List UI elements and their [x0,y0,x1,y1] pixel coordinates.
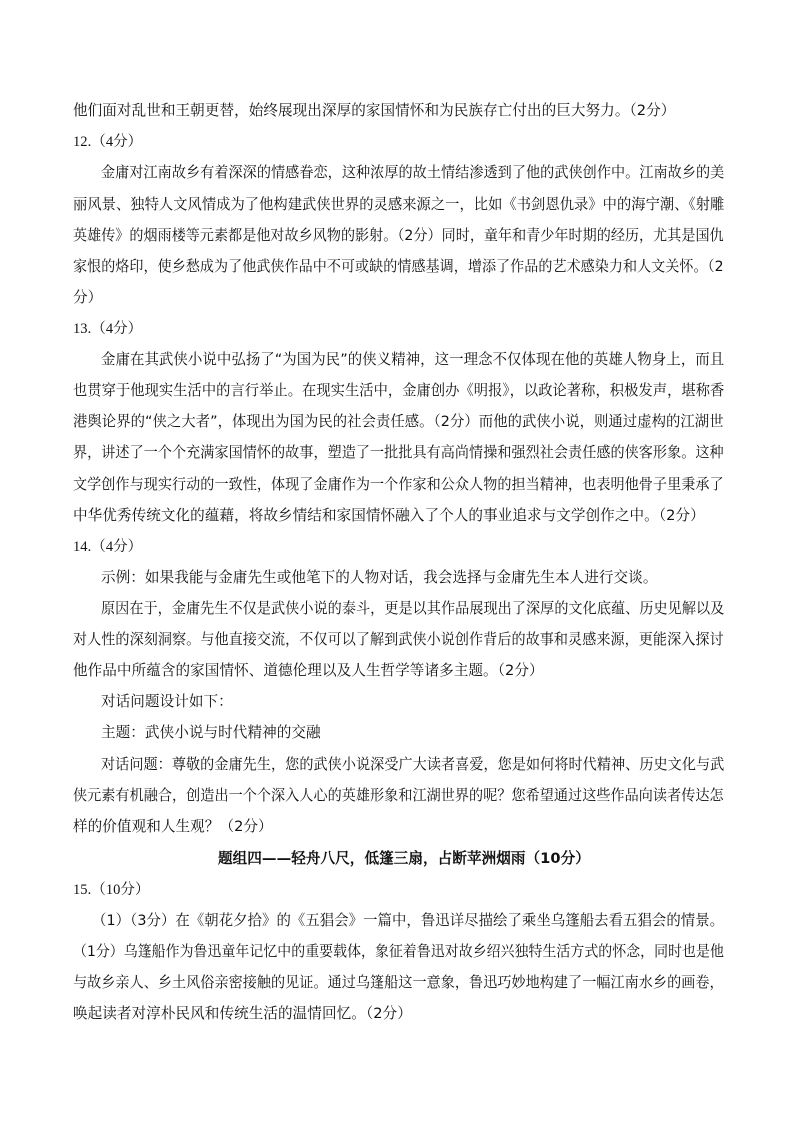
text-line: 金庸对江南故乡有着深深的情感眷恋，这种浓厚的故土情结渗透到了他的武侠创作中。江南故乡的美 [101,164,725,181]
text-line: 金庸在其武侠小说中弘扬了“为国为民”的侠义精神，这一理念不仅体现在他的英雄人物身上，而且 [101,351,725,368]
text-line: 界，讲述了一个个充满家国情怀的故事，塑造了一批批具有高尚情操和强烈社会责任感的侠客形象。这种 [73,444,724,461]
text-line: 也贯穿于他现实生活中的言行举止。在现实生活中，金庸创办《明报》，以政论著称，积极发声，堪称香 [73,382,725,399]
text-line: 主题：武侠小说与时代精神的交融 [101,724,321,741]
question-number: 15.（10分） [73,882,150,898]
text-line: 对话问题：尊敬的金庸先生，您的武侠小说深受广大读者喜爱，您是如何将时代精神、历史文化与武 [101,756,725,773]
text-line: 他们面对乱世和王朝更替，始终展现出深厚的家国情怀和为民族存亡付出的巨大努力。（2分） [73,102,676,119]
question-number: 12.（4分） [73,134,143,150]
text-line: 样的价值观和人生观？（2分） [73,818,273,835]
text-line: 原因在于，金庸先生不仅是武侠小说的泰斗，更是以其作品展现出了深厚的文化底蕴、历史见解以及 [101,600,725,617]
text-line: 示例：如果我能与金庸先生或他笔下的人物对话，我会选择与金庸先生本人进行交谈。 [101,569,658,586]
text-line: 侠元素有机融合，创造出一个个深入人心的英雄形象和江湖世界的呢？您希望通过这些作品向读者传达怎 [73,787,724,804]
text-line: （1分）乌篷船作为鲁迅童年记忆中的重要载体，象征着鲁迅对故乡绍兴独特生活方式的怀念，同时也是他 [73,943,724,960]
text-line: 家恨的烙印，使乡愁成为了他武侠作品中不可或缺的情感基调，增添了作品的艺术感染力和人文关怀。（2 [73,258,724,275]
text-line: （1）（3分）在《朝花夕拾》的《五猖会》一篇中，鲁迅详尽描绘了乘坐乌篷船去看五猖会的情景。 [92,912,725,929]
question-number: 13.（4分） [73,321,143,337]
text-line: 港舆论界的“侠之大者”，体现出为国为民的社会责任感。（2分）而他的武侠小说，则通过虚构的江湖世 [73,413,724,430]
text-line: 中华优秀传统文化的蕴藉，将故乡情结和家国情怀融入了个人的事业追求与文学创作之中。（2分） [73,507,705,524]
text-line: 唤起读者对淳朴民风和传统生活的温情回忆。（2分） [73,1005,412,1022]
section-heading: 题组四——轻舟八尺，低篷三扇，占断苹洲烟雨（10分） [218,850,590,867]
text-line: 他作品中所蕴含的家国情怀、道德伦理以及人生哲学等诸多主题。（2分） [73,662,544,679]
text-line: 丽风景、独特人文风情成为了他构建武侠世界的灵感来源之一，比如《书剑恩仇录》中的海宁潮、《射雕 [73,196,725,213]
text-line: 文学创作与现实行动的一致性，体现了金庸作为一个作家和公众人物的担当精神，也表明他骨子里秉承了 [73,476,724,493]
text-line: 对话问题设计如下： [101,693,233,710]
text-line: 分） [73,289,103,306]
text-line: 对人性的深刻洞察。与他直接交流，不仅可以了解到武侠小说创作背后的故事和灵感来源，更能深入探讨 [73,631,724,648]
text-line: 英雄传》的烟雨楼等元素都是他对故乡风物的影射。（2分）同时，童年和青少年时期的经历，尤其是国仇 [73,227,724,244]
text-line: 与故乡亲人、乡土风俗亲密接触的见证。通过乌篷船这一意象，鲁迅巧妙地构建了一幅江南水乡的画卷， [73,974,724,991]
question-number: 14.（4分） [73,539,143,555]
